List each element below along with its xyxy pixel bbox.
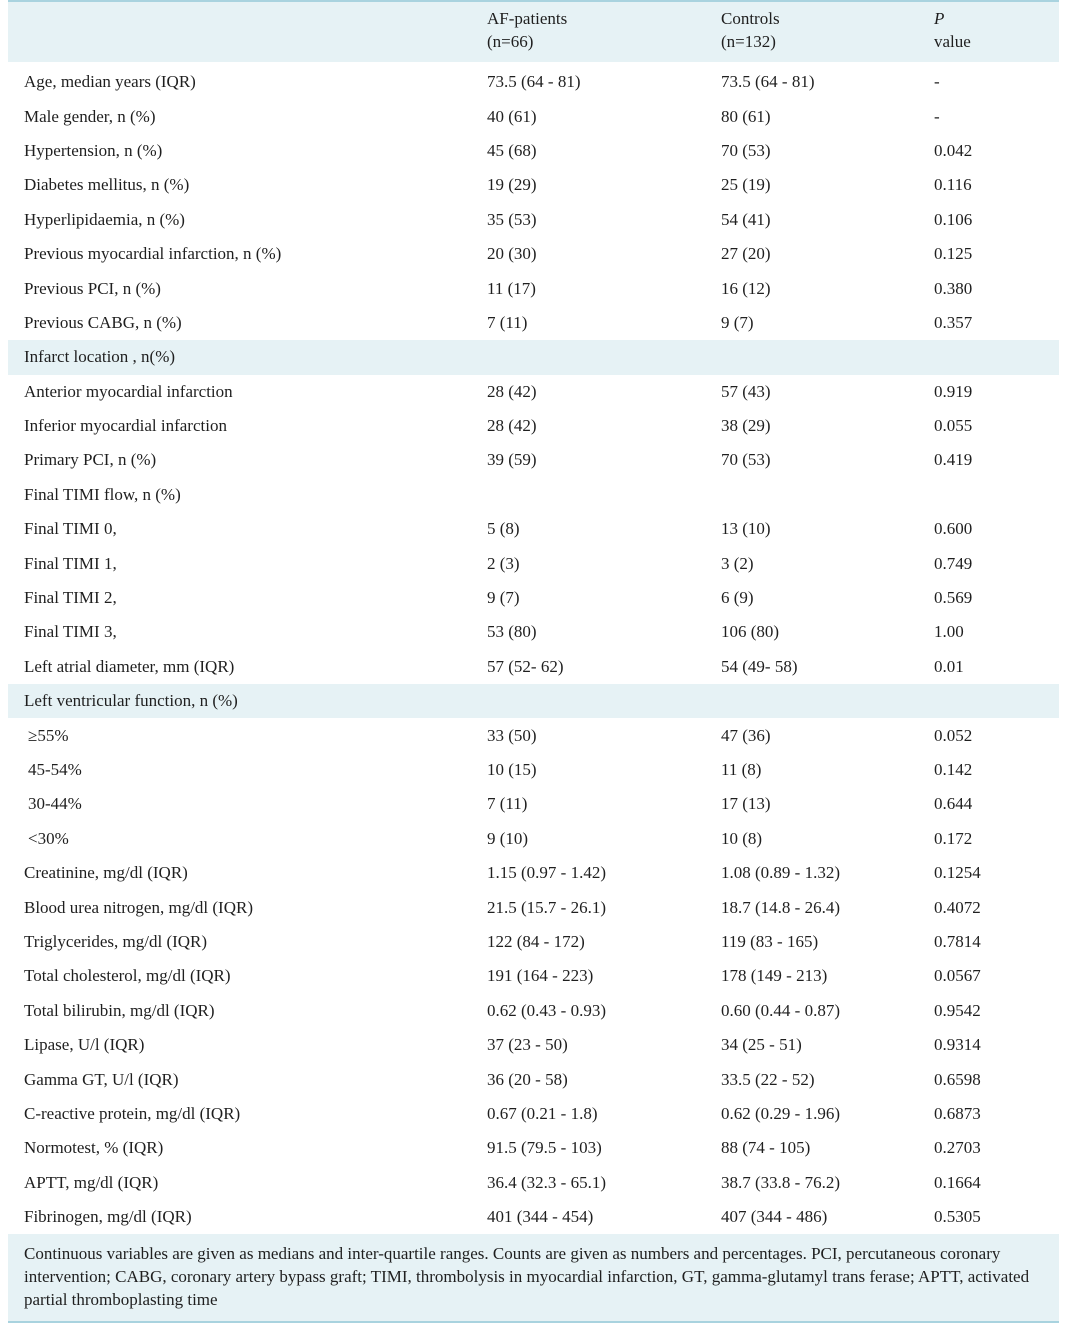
p-value-cell: -	[934, 106, 940, 126]
p-value-cell: 0.919	[934, 381, 973, 401]
p-value-cell: 0.1254	[934, 863, 981, 883]
row-label-cell: C-reactive protein, mg/dl (IQR)	[24, 1103, 241, 1123]
af-patients-cell: 11 (17)	[487, 278, 536, 298]
table-footnote-row	[8, 1234, 1059, 1322]
af-patients-cell: 0.67 (0.21 - 1.8)	[487, 1103, 598, 1123]
p-value-cell: 0.569	[934, 588, 973, 608]
header-p-symbol: P	[934, 9, 945, 28]
p-value-cell: 0.055	[934, 416, 973, 436]
controls-cell: 38.7 (33.8 - 76.2)	[721, 1172, 840, 1192]
p-value-cell: 0.9314	[934, 1035, 981, 1055]
p-value-cell: 0.5305	[934, 1207, 981, 1227]
af-patients-cell: 191 (164 - 223)	[487, 966, 594, 986]
controls-cell: 38 (29)	[721, 416, 771, 436]
table-row	[8, 1028, 1059, 1062]
controls-cell: 47 (36)	[721, 725, 771, 745]
p-value-cell: 0.106	[934, 209, 973, 229]
table-row	[8, 409, 1059, 443]
row-label-cell: Anterior myocardial infarction	[24, 381, 233, 401]
table-row	[8, 546, 1059, 580]
controls-cell: 54 (49- 58)	[721, 656, 798, 676]
row-label-cell: Final TIMI 2,	[24, 588, 117, 608]
table-row	[8, 443, 1059, 477]
p-value-cell: 0.0567	[934, 966, 981, 986]
controls-cell: 57 (43)	[721, 381, 771, 401]
af-patients-cell: 20 (30)	[487, 244, 537, 264]
p-value-cell: 0.6598	[934, 1069, 981, 1089]
p-value-cell	[918, 478, 1059, 512]
row-label-cell: Left ventricular function, n (%)	[24, 691, 238, 711]
af-patients-cell: 57 (52- 62)	[487, 656, 564, 676]
controls-cell: 0.62 (0.29 - 1.96)	[721, 1103, 840, 1123]
row-label-cell: Fibrinogen, mg/dl (IQR)	[24, 1207, 192, 1227]
controls-cell: 106 (80)	[721, 622, 780, 642]
row-label-cell: Normotest, % (IQR)	[24, 1138, 164, 1158]
af-patients-cell: 1.15 (0.97 - 1.42)	[487, 863, 606, 883]
af-patients-cell: 36 (20 - 58)	[487, 1069, 568, 1089]
controls-cell: 0.60 (0.44 - 0.87)	[721, 1000, 840, 1020]
row-label-cell: Previous CABG, n (%)	[24, 312, 182, 332]
af-patients-cell: 9 (7)	[487, 588, 520, 608]
af-patients-cell: 122 (84 - 172)	[487, 931, 585, 951]
af-patients-cell: 9 (10)	[487, 828, 529, 848]
row-label-cell: 30-44%	[28, 794, 82, 814]
controls-cell	[705, 478, 918, 512]
p-value-cell: 0.1664	[934, 1172, 981, 1192]
row-label-cell: Previous PCI, n (%)	[24, 278, 161, 298]
controls-cell: 88 (74 - 105)	[721, 1138, 811, 1158]
header-label-column	[8, 1, 471, 64]
p-value-cell: 0.125	[934, 244, 973, 264]
af-patients-cell: 21.5 (15.7 - 26.1)	[487, 897, 606, 917]
table-footnote: Continuous variables are given as medians and inter-quartile ranges. Counts are given as numbers and percentages. PCI, percutaneous coronary intervention; CABG, coronary artery bypass graft; TIMI, thrombolysis in myocardial infarction, GT, gamma-glutamyl trans ferase; APTT, activated partial thromboplasting time	[24, 1244, 1030, 1310]
table-row	[8, 1166, 1059, 1200]
af-patients-cell: 5 (8)	[487, 519, 520, 539]
af-patients-cell: 10 (15)	[487, 760, 537, 779]
header-p-value	[918, 1, 1059, 64]
table-row	[8, 478, 1059, 512]
row-label-cell: Gamma GT, U/l (IQR)	[24, 1069, 179, 1089]
p-value-cell: 0.172	[934, 828, 973, 848]
p-value-cell: 0.749	[934, 553, 973, 573]
table-row	[8, 959, 1059, 993]
controls-cell: 119 (83 - 165)	[721, 931, 819, 951]
patient-characteristics-table	[8, 0, 1059, 1323]
table-row	[8, 271, 1059, 305]
af-patients-cell	[471, 340, 705, 374]
controls-cell: 10 (8)	[721, 828, 763, 848]
p-value-cell: 0.9542	[934, 1000, 981, 1020]
p-value-cell	[918, 340, 1059, 374]
controls-cell: 80 (61)	[721, 106, 771, 126]
row-label-cell: Hyperlipidaemia, n (%)	[24, 209, 185, 229]
header-controls-count: (n=132)	[721, 32, 776, 51]
p-value-cell	[918, 684, 1059, 718]
row-label-cell: Diabetes mellitus, n (%)	[24, 175, 190, 195]
af-patients-cell: 7 (11)	[487, 794, 528, 814]
af-patients-cell: 37 (23 - 50)	[487, 1035, 568, 1055]
af-patients-cell: 33 (50)	[487, 725, 537, 745]
header-af-title: AF-patients	[487, 9, 568, 28]
table-row	[8, 856, 1059, 890]
p-value-cell: 0.052	[934, 725, 973, 745]
row-label-cell: ≥55%	[28, 725, 69, 745]
table-row	[8, 203, 1059, 237]
table-row	[8, 787, 1059, 821]
controls-cell: 6 (9)	[721, 588, 754, 608]
controls-cell: 3 (2)	[721, 553, 754, 573]
section-header-row	[8, 684, 1059, 718]
af-patients-cell: 7 (11)	[487, 312, 528, 332]
row-label-cell: Male gender, n (%)	[24, 106, 156, 126]
table-row	[8, 1062, 1059, 1096]
af-patients-cell: 73.5 (64 - 81)	[487, 72, 581, 92]
controls-cell	[705, 684, 918, 718]
table-row	[8, 718, 1059, 752]
table-row	[8, 306, 1059, 340]
af-patients-cell: 2 (3)	[487, 553, 520, 573]
row-label-cell: 45-54%	[28, 760, 82, 779]
table-row	[8, 375, 1059, 409]
table-row	[8, 1097, 1059, 1131]
controls-cell: 73.5 (64 - 81)	[721, 72, 815, 92]
af-patients-cell: 53 (80)	[487, 622, 537, 642]
af-patients-cell: 0.62 (0.43 - 0.93)	[487, 1000, 606, 1020]
row-label-cell: Total bilirubin, mg/dl (IQR)	[24, 1000, 215, 1020]
table-row	[8, 237, 1059, 271]
controls-cell: 11 (8)	[721, 760, 762, 779]
controls-cell: 70 (53)	[721, 450, 771, 470]
row-label-cell: Final TIMI 0,	[24, 519, 117, 539]
af-patients-cell: 401 (344 - 454)	[487, 1207, 594, 1227]
af-patients-cell: 28 (42)	[487, 416, 537, 436]
af-patients-cell: 36.4 (32.3 - 65.1)	[487, 1172, 606, 1192]
header-controls	[705, 1, 918, 64]
controls-cell: 33.5 (22 - 52)	[721, 1069, 815, 1089]
controls-cell: 13 (10)	[721, 519, 771, 539]
controls-cell: 16 (12)	[721, 278, 771, 298]
p-value-cell: 1.00	[934, 622, 964, 642]
table-row	[8, 615, 1059, 649]
table-row	[8, 753, 1059, 787]
p-value-cell: 0.6873	[934, 1103, 981, 1123]
p-value-cell: 0.01	[934, 656, 964, 676]
controls-cell: 1.08 (0.89 - 1.32)	[721, 863, 840, 883]
row-label-cell: Hypertension, n (%)	[24, 140, 163, 160]
p-value-cell: 0.380	[934, 278, 973, 298]
table-row	[8, 1131, 1059, 1165]
p-value-cell: 0.4072	[934, 897, 981, 917]
section-header-row	[8, 340, 1059, 374]
header-controls-title: Controls	[721, 9, 780, 28]
table-row	[8, 994, 1059, 1028]
controls-cell	[705, 340, 918, 374]
table-row	[8, 822, 1059, 856]
table-header-row	[8, 1, 1059, 64]
row-label-cell: Inferior myocardial infarction	[24, 416, 227, 436]
row-label-cell: Creatinine, mg/dl (IQR)	[24, 863, 188, 883]
af-patients-cell	[471, 478, 705, 512]
af-patients-cell: 91.5 (79.5 - 103)	[487, 1138, 602, 1158]
table-row	[8, 64, 1059, 100]
af-patients-cell: 45 (68)	[487, 140, 537, 160]
row-label-cell: Final TIMI 1,	[24, 553, 117, 573]
row-label-cell: Infarct location , n(%)	[24, 347, 176, 367]
p-value-cell: 0.419	[934, 450, 973, 470]
table-row	[8, 925, 1059, 959]
table-row	[8, 581, 1059, 615]
controls-cell: 9 (7)	[721, 312, 754, 332]
row-label-cell: Left atrial diameter, mm (IQR)	[24, 656, 235, 676]
p-value-cell: 0.142	[934, 760, 973, 779]
af-patients-cell: 28 (42)	[487, 381, 537, 401]
row-label-cell: <30%	[28, 828, 69, 848]
row-label-cell: Triglycerides, mg/dl (IQR)	[24, 931, 208, 951]
row-label-cell: Total cholesterol, mg/dl (IQR)	[24, 966, 231, 986]
row-label-cell: Final TIMI flow, n (%)	[24, 484, 181, 504]
header-af-patients	[471, 1, 705, 64]
p-value-cell: 0.7814	[934, 931, 981, 951]
controls-cell: 18.7 (14.8 - 26.4)	[721, 897, 840, 917]
table-row	[8, 512, 1059, 546]
controls-cell: 17 (13)	[721, 794, 771, 814]
p-value-cell: -	[934, 72, 940, 92]
header-p-word: value	[934, 32, 971, 51]
table-body	[8, 64, 1059, 1235]
row-label-cell: Primary PCI, n (%)	[24, 450, 157, 470]
table-row	[8, 134, 1059, 168]
controls-cell: 25 (19)	[721, 175, 771, 195]
p-value-cell: 0.116	[934, 175, 972, 195]
controls-cell: 34 (25 - 51)	[721, 1035, 802, 1055]
table-row	[8, 168, 1059, 202]
table-row	[8, 1200, 1059, 1234]
af-patients-cell: 39 (59)	[487, 450, 537, 470]
header-af-count: (n=66)	[487, 32, 534, 51]
p-value-cell: 0.2703	[934, 1138, 981, 1158]
row-label-cell: Blood urea nitrogen, mg/dl (IQR)	[24, 897, 253, 917]
af-patients-cell: 19 (29)	[487, 175, 537, 195]
p-value-cell: 0.357	[934, 312, 973, 332]
controls-cell: 70 (53)	[721, 140, 771, 160]
row-label-cell: Lipase, U/l (IQR)	[24, 1035, 145, 1055]
af-patients-cell: 35 (53)	[487, 209, 537, 229]
p-value-cell: 0.042	[934, 140, 973, 160]
row-label-cell: Final TIMI 3,	[24, 622, 117, 642]
controls-cell: 54 (41)	[721, 209, 771, 229]
table-row	[8, 99, 1059, 133]
p-value-cell: 0.600	[934, 519, 973, 539]
row-label-cell: APTT, mg/dl (IQR)	[24, 1172, 159, 1192]
af-patients-cell: 40 (61)	[487, 106, 537, 126]
controls-cell: 178 (149 - 213)	[721, 966, 828, 986]
controls-cell: 27 (20)	[721, 244, 771, 264]
table-row	[8, 650, 1059, 684]
table-row	[8, 890, 1059, 924]
row-label-cell: Age, median years (IQR)	[24, 72, 196, 92]
row-label-cell: Previous myocardial infarction, n (%)	[24, 244, 282, 264]
p-value-cell: 0.644	[934, 794, 973, 814]
af-patients-cell	[471, 684, 705, 718]
controls-cell: 407 (344 - 486)	[721, 1207, 828, 1227]
